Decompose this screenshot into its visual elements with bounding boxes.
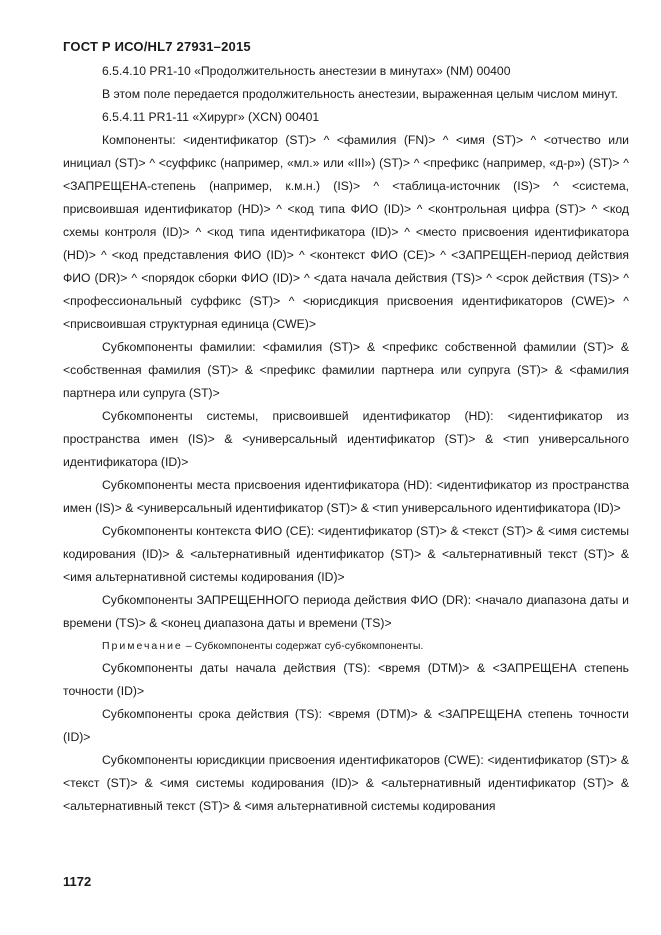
paragraph-name-context-subcomponents: Субкомпоненты контекста ФИО (CE): <идентификатор (ST)> & <текст (ST)> & <имя системы кодирования (ID)> & <альтернативный идентификатор (ST)> & <альтернативный текст (ST)> & <имя альтернативной системы кодирования (ID)> xyxy=(63,524,629,584)
paragraph-surname-subcomponents: Субкомпоненты фамилии: <фамилия (ST)> & <префикс собственной фамилии (ST)> & <собственная фамилия (ST)> & <префикс фамилии партнера или супруга (ST)> & <фамилия партнера или супруга (ST)> xyxy=(63,340,629,400)
page-number: 1172 xyxy=(63,874,92,889)
note-text: – Субкомпоненты содержат суб-субкомпоненты. xyxy=(182,640,424,652)
paragraph-components: Компоненты: <идентификатор (ST)> ^ <фамилия (FN)> ^ <имя (ST)> ^ <отчество или инициал (ST)> ^ <суффикс (например, «мл.» или «III») (ST)> ^ <префикс (например, «д-р») (ST)> ^ <ЗАПРЕЩЕНА-степень (например, к.м.н.) (IS)> ^ <таблица-источник (IS)> ^ <система, присвоившая идентификатор (HD)> ^ <код типа ФИО (ID)> ^ <контрольная цифра (ST)> ^ <код схемы контроля (ID)> ^ <код типа идентификатора (ID)> ^ <место присвоения идентификатора (HD)> ^ <код представления ФИО (ID)> ^ <контекст ФИО (CE)> ^ <ЗАПРЕЩЕН-период действия ФИО (DR)> ^ <порядок сборки ФИО (ID)> ^ <дата начала действия (TS)> ^ <срок действия (TS)> ^ <профессиональный суффикс (ST)> ^ <юрисдикция присвоения идентификаторов (CWE)> ^ <присвоившая структурная единица (CWE)> xyxy=(63,133,629,331)
section-heading-6-5-4-10: 6.5.4.10 PR1-10 «Продолжительность анестезии в минутах» (NM) 00400 xyxy=(102,64,511,78)
paragraph-assigning-system-subcomponents: Субкомпоненты системы, присвоившей идентификатор (HD): <идентификатор из пространства имен (IS)> & <универсальный идентификатор (ST)> & <тип универсального идентификатора (ID)> xyxy=(63,409,629,469)
paragraph-assigning-facility-subcomponents: Субкомпоненты места присвоения идентификатора (HD): <идентификатор из пространства имен (IS)> & <универсальный идентификатор (ST)> & <тип универсального идентификатора (ID)> xyxy=(63,478,629,515)
paragraph-jurisdiction-subcomponents: Субкомпоненты юрисдикции присвоения идентификаторов (CWE): <идентификатор (ST)> & <текст (ST)> & <имя системы кодирования (ID)> & <альтернативный идентификатор (ST)> & <альтернативный текст (ST)> & <имя альтернативной системы кодирования xyxy=(63,753,629,813)
paragraph-name-validity-range-subcomponents: Субкомпоненты ЗАПРЕЩЕННОГО периода действия ФИО (DR): <начало диапазона даты и времени (TS)> & <конец диапазона даты и времени (TS)> xyxy=(63,593,629,630)
document-header: ГОСТ Р ИСО/HL7 27931–2015 xyxy=(63,39,251,54)
paragraph-anesthesia-duration: В этом поле передается продолжительность анестезии, выраженная целым числом минут. xyxy=(102,87,618,101)
paragraph-effective-date-subcomponents: Субкомпоненты даты начала действия (TS): <время (DTM)> & <ЗАПРЕЩЕНА степень точности (ID)> xyxy=(63,661,629,698)
section-heading-6-5-4-11: 6.5.4.11 PR1-11 «Хирург» (XCN) 00401 xyxy=(102,110,320,124)
note xyxy=(63,635,629,657)
paragraph-expiration-date-subcomponents: Субкомпоненты срока действия (TS): <время (DTM)> & <ЗАПРЕЩЕНА степень точности (ID)> xyxy=(63,707,629,744)
note-label: Примечание xyxy=(102,640,183,652)
document-body xyxy=(63,60,629,818)
